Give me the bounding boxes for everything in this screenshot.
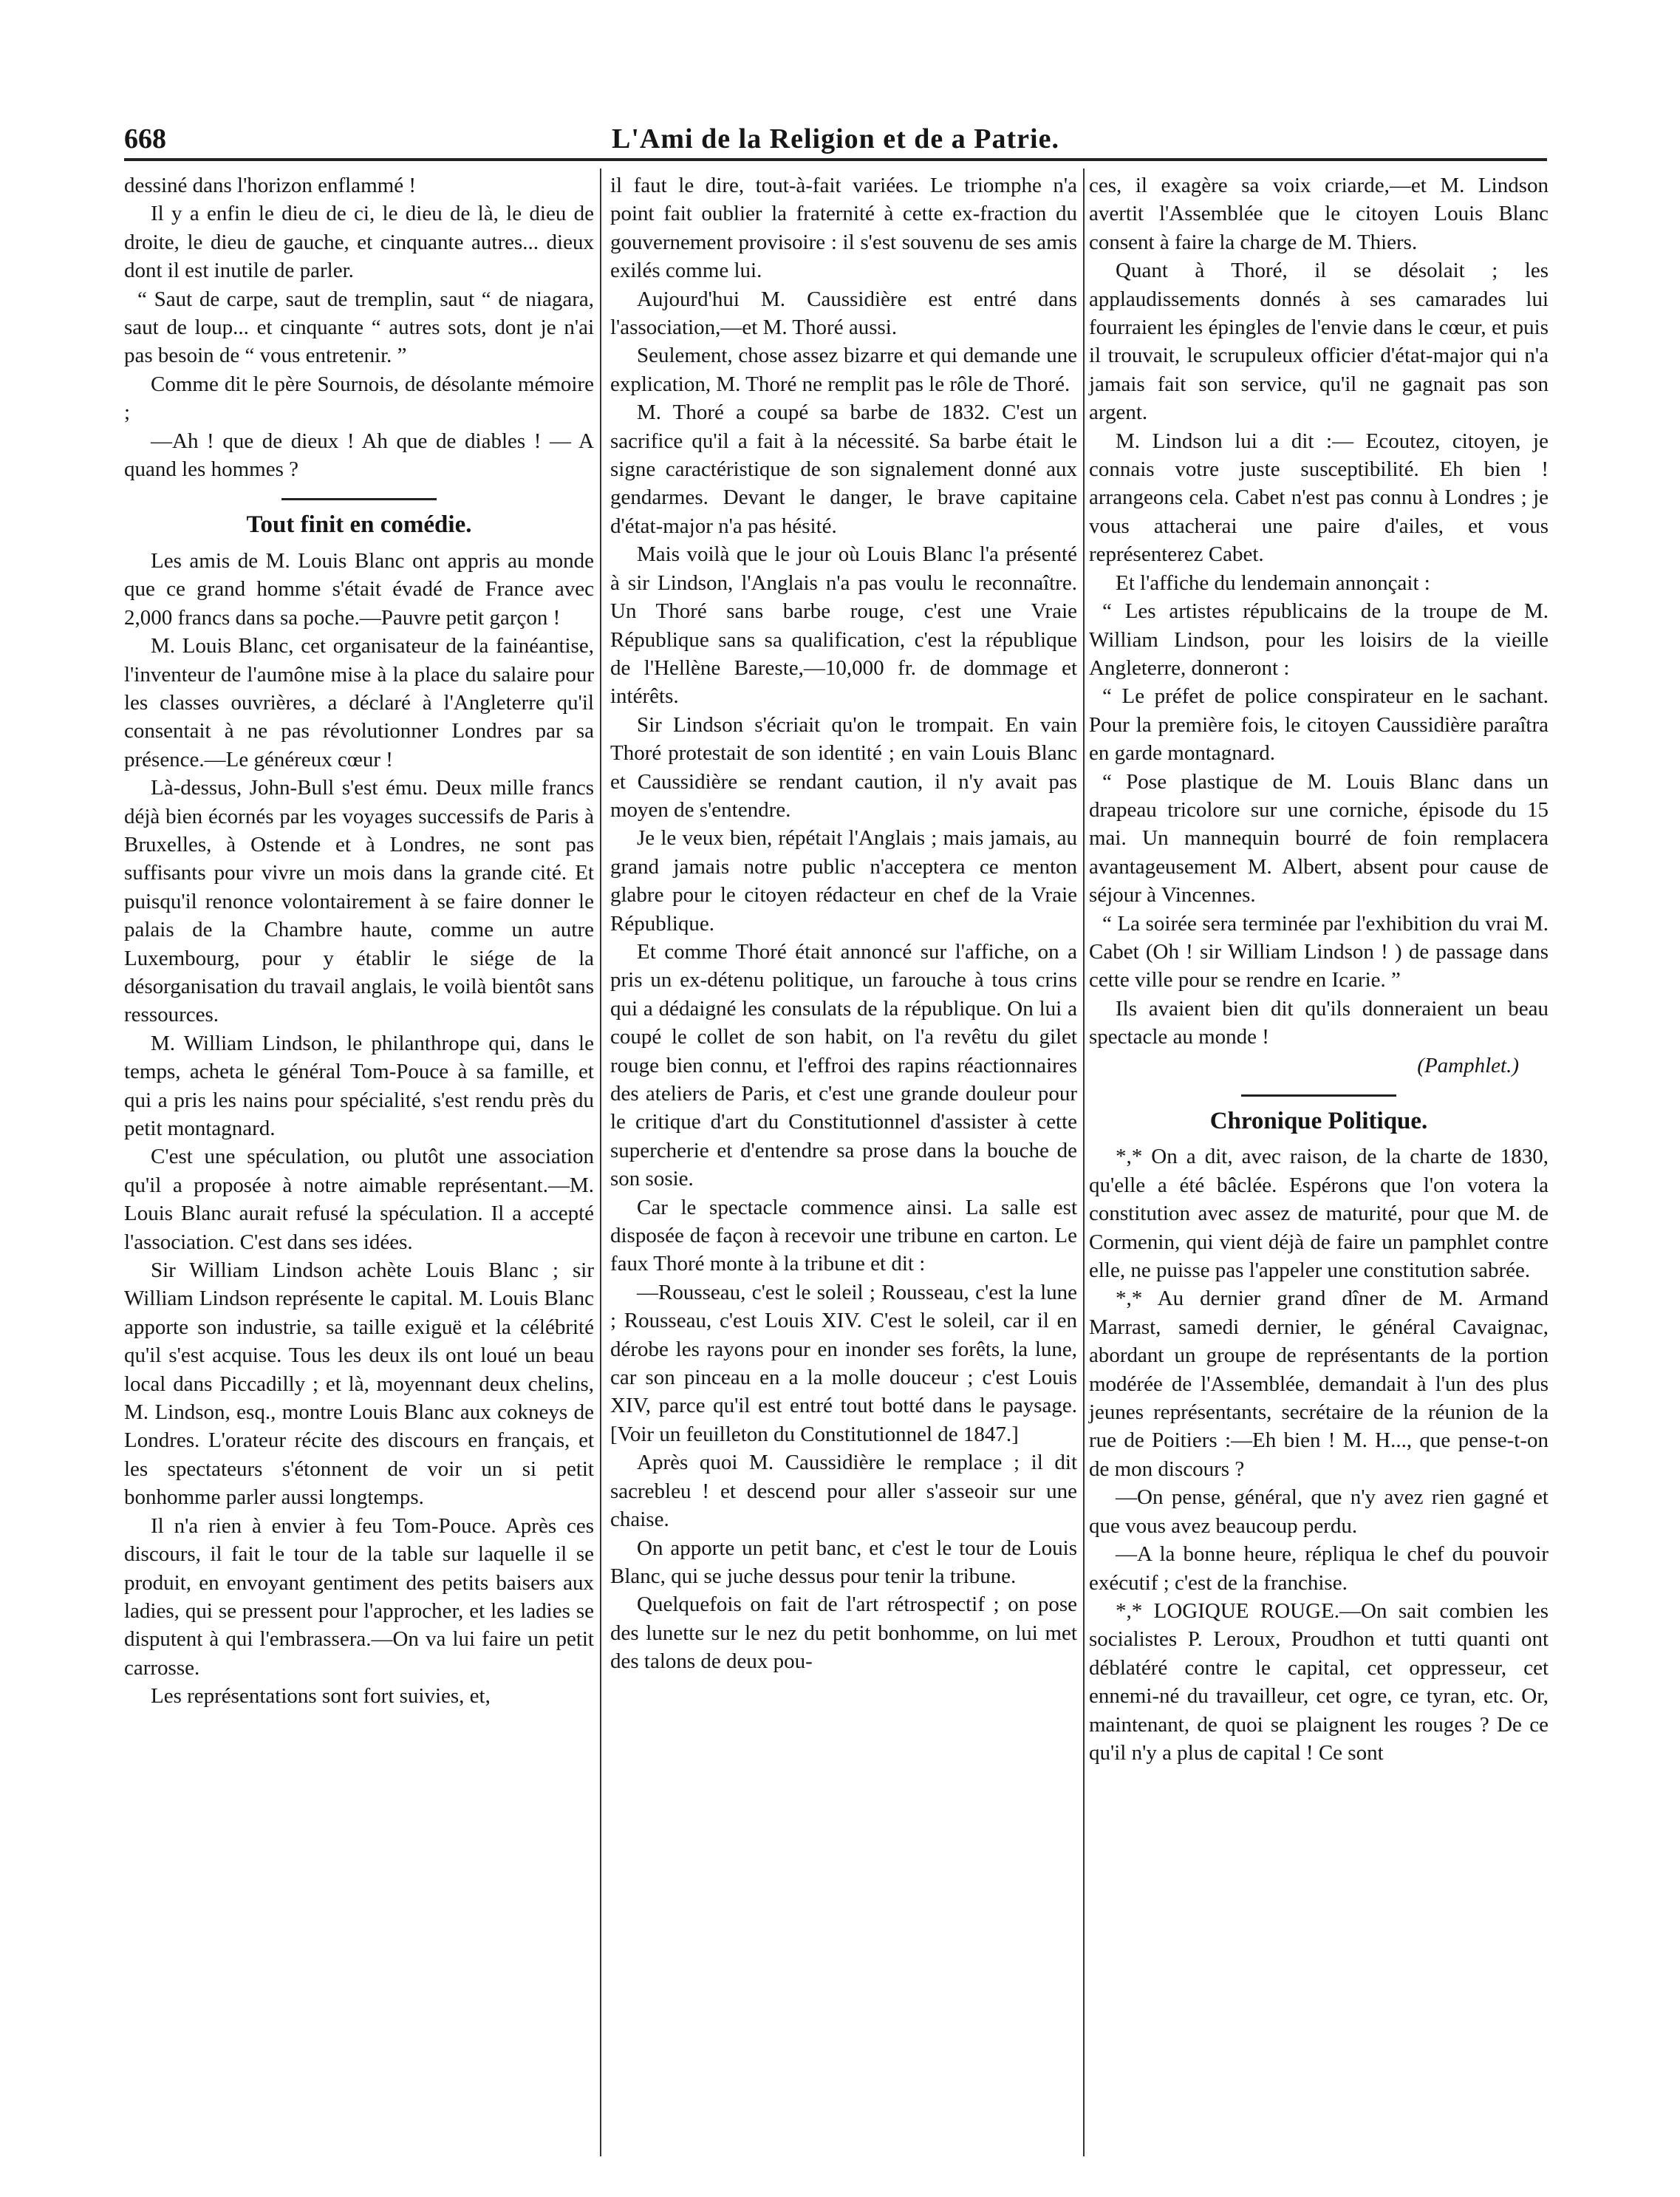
paragraph: Quelquefois on fait de l'art rétrospectif ; on pose des lunette sur le nez du petit bonhomme, on lui met des talons de deux pou- (610, 1593, 1077, 1674)
quote-paragraph: “ Pose plastique de M. Louis Blanc dans un drapeau tricolore sur une corniche, épisode du 15 mai. Un mannequin bourré de foin remplacera avantageusement M. Albert, absent pour cause de séjour à Vincennes. (1089, 769, 1548, 907)
quote-paragraph: “ Saut de carpe, saut de tremplin, saut “ de niagara, saut de loup... et cinquante “ autres sots, dont je n'ai pas besoin de “ vous entretenir. ” (124, 287, 594, 368)
paragraph: Sir William Lindson achète Louis Blanc ; sir William Lindson représente le capital. M. Louis Blanc apporte son industrie, sa taille exiguë et la célébrité qu'il s'est acquise. Tous les deux ils ont loué un beau local dans Piccadilly ; et là, moyennant deux chelins, M. Lindson, esq., montre Louis Blanc aux cokneys de Londres. L'orateur récite des discours en français, et les spectateurs s'étonnent de voir un si petit bonhomme parler aussi longtemps. (124, 1258, 594, 1510)
section-separator (1241, 1094, 1396, 1097)
paragraph: Car le spectacle commence ainsi. La salle est disposée de façon à recevoir une tribune en carton. Le faux Thoré monte à la tribune et dit : (610, 1195, 1077, 1276)
paragraph: Comme dit le père Sournois, de désolante mémoire ; (124, 372, 594, 425)
paragraph: On apporte un petit banc, et c'est le tour de Louis Blanc, qui se juche dessus pour tenir la tribune. (610, 1536, 1077, 1588)
paragraph: M. William Lindson, le philanthrope qui, dans le temps, acheta le général Tom-Pouce à sa famille, et qui a pris les nains pour spécialité, s'est rendu près du petit montagnard. (124, 1031, 594, 1140)
column-divider (600, 168, 601, 2156)
paragraph: Quant à Thoré, il se désolait ; les applaudissements donnés à ses camarades lui fourraient les épingles de l'envie dans le cœur, et puis il trouvait, le scrupuleux officier d'état-major qui n'a jamais fait son service, qu'il ne gagnait pas son argent. (1089, 259, 1548, 425)
paragraph: Et l'affiche du lendemain annonçait : (1116, 570, 1430, 595)
paragraph: Je le veux bien, répétait l'Anglais ; mais jamais, au grand jamais notre public n'acceptera ce menton glabre pour le citoyen rédacteur en chef de la Vraie République. (610, 826, 1077, 936)
paragraph: —A la bonne heure, répliqua le chef du pouvoir exécutif ; c'est de la franchise. (1089, 1542, 1548, 1595)
column-3 (1089, 171, 1548, 1767)
paragraph: Là-dessus, John-Bull s'est ému. Deux mille francs déjà bien écornés par les voyages successifs de Paris à Bruxelles, à Ostende et à Londres, ne sont pas suffisants pour vivre un mois dans la grande cité. Et puisqu'il renonce volontairement à se faire donner le palais de la Chambre haute, comme un autre Luxembourg, pour y établir le siége de la désorganisation du travail anglais, le voilà bientôt sans ressources. (124, 776, 594, 1027)
paragraph: Aujourd'hui M. Caussidière est entré dans l'association,—et M. Thoré aussi. (610, 287, 1077, 340)
header-rule (124, 158, 1547, 161)
paragraph: M. Lindson lui a dit :— Ecoutez, citoyen, je connais votre juste susceptibilité. Eh bien ! arrangeons cela. Cabet n'est pas connu à Londres ; je vous attacherai une paire d'ailes, et vous représenterez Cabet. (1089, 429, 1548, 567)
source-signature: (Pamphlet.) (1417, 1053, 1519, 1077)
section-separator (281, 498, 437, 500)
paragraph: Mais voilà que le jour où Louis Blanc l'a présenté à sir Lindson, l'Anglais n'a pas voulu le reconnaître. Un Thoré sans barbe rouge, c'est une Vraie République sans sa qualification, c'est la république de l'Hellène Bareste,—10,000 fr. de dommage et intérêts. (610, 542, 1077, 709)
paragraph: Ils avaient bien dit qu'ils donneraient un beau spectacle au monde ! (1089, 996, 1548, 1049)
column-2 (610, 171, 1077, 1676)
page-header (124, 117, 1547, 161)
paragraph: Il n'a rien à envier à feu Tom-Pouce. Après ces discours, il fait le tour de la table sur laquelle il se produit, en envoyant gentiment des petits baisers aux ladies, qui se pressent pour l'approcher, et les ladies se disputent à qui l'embrassera.—On va lui faire un petit carrosse. (124, 1513, 594, 1680)
quote-paragraph: “ La soirée sera terminée par l'exhibition du vrai M. Cabet (Oh ! sir William Lindson ! ) de passage dans cette ville pour se rendre en Icarie. ” (1089, 911, 1548, 992)
column-divider (1083, 168, 1085, 2156)
quote-paragraph: “ Le préfet de police conspirateur en le sachant. Pour la première fois, le citoyen Caussidière paraîtra en garde montagnard. (1089, 684, 1548, 766)
paragraph: dessiné dans l'horizon enflammé ! (124, 174, 416, 197)
paragraph: C'est une spéculation, ou plutôt une association qu'il a proposée à notre aimable représentant.—M. Louis Blanc aurait refusé la spéculation. Il a accepté l'association. C'est dans ses idées. (124, 1145, 594, 1254)
section-heading: Chronique Politique. (1209, 1108, 1428, 1134)
paragraph: ces, il exagère sa voix criarde,—et M. Lindson avertit l'Assemblée que le citoyen Louis Blanc consent à faire la charge de M. Thiers. (1089, 174, 1548, 254)
paragraph: il faut le dire, tout-à-fait variées. Le triomphe n'a point fait oublier la fraternité à cette ex-fraction du gouvernement provisoire : il s'est souvenu de ses amis exilés comme lui. (610, 174, 1077, 283)
column-1 (124, 171, 594, 1711)
paragraph: *,* LOGIQUE ROUGE.—On sait combien les socialistes P. Leroux, Proudhon et tutti quanti ont déblatéré contre le capital, cet oppresseur, cet ennemi-né du travailleur, cet ogre, ce tyran, etc. Or, maintenant, de quoi se plaignent les rouges ? De ce qu'il n'y a plus de capital ! Ce sont (1089, 1598, 1548, 1765)
paragraph: —On pense, général, que n'y avez rien gagné et que vous avez beaucoup perdu. (1089, 1485, 1548, 1538)
paragraph: M. Thoré a coupé sa barbe de 1832. C'est un sacrifice qu'il a fait à la nécessité. Sa barbe était le signe caractéristique de son signalement donné aux gendarmes. Devant le danger, le brave capitaine d'état-major n'a pas hésité. (610, 401, 1077, 538)
paragraph: Après quoi M. Caussidière le remplace ; il dit sacrebleu ! et descend pour aller s'asseoir sur une chaise. (610, 1451, 1077, 1532)
paragraph: Sir Lindson s'écriait qu'on le trompait. En vain Thoré protestait de son identité ; en vain Louis Blanc et Caussidière se rendant caution, il n'y avait pas moyen de s'entendre. (610, 712, 1077, 822)
paragraph: Seulement, chose assez bizarre et qui demande une explication, M. Thoré ne remplit pas le rôle de Thoré. (610, 344, 1077, 396)
page-number: 668 (124, 123, 166, 154)
paragraph: Les représentations sont fort suivies, et, (151, 1684, 491, 1709)
paragraph: M. Louis Blanc, cet organisateur de la fainéantise, l'inventeur de l'aumône mise à la place du salaire pour les classes ouvrières, a déclaré à l'Angleterre qu'il consentait à ne pas révolutionner Londres par sa présence.—Le généreux cœur ! (124, 634, 594, 771)
paragraph: *,* Au dernier grand dîner de M. Armand Marrast, samedi dernier, le général Cavaignac, abordant un groupe de représentants de la portion modérée de l'Assemblée, demandait à l'un des plus jeunes représentants, secrétaire de la réunion de la rue de Poitiers :—Eh bien ! M. H..., que pense-t-on de mon discours ? (1089, 1287, 1548, 1481)
article-heading: Tout finit en comédie. (246, 511, 472, 539)
publication-title: L'Ami de la Religion et de a Patrie. (612, 123, 1059, 154)
paragraph: —Ah ! que de dieux ! Ah que de diables ! — A quand les hommes ? (124, 429, 594, 482)
paragraph: Et comme Thoré était annoncé sur l'affiche, on a pris un ex-détenu politique, un farouche à tous crins qui a dédaigné les consulats de la république. On lui a coupé le collet de son habit, on l'a revêtu du gilet rouge bien connu, et l'effroi des rapins réactionnaires des ateliers de Paris, et c'est une grande douleur pour le critique d'art du Constitutionnel d'assister à cette supercherie et d'entendre sa prose dans la bouche de son sosie. (610, 939, 1077, 1191)
paragraph: *,* On a dit, avec raison, de la charte de 1830, qu'elle a été bâclée. Espérons que l'on votera la constitution avec assez de maturité, pour que M. de Cormenin, qui vient déjà de faire un pamphlet contre elle, ne puisse pas l'appeler une constitution sabrée. (1089, 1145, 1548, 1283)
paragraph: Les amis de M. Louis Blanc ont appris au monde que ce grand homme s'était évadé de France avec 2,000 francs dans sa poche.—Pauvre petit garçon ! (124, 548, 594, 630)
paragraph: —Rousseau, c'est le soleil ; Rousseau, c'est la lune ; Rousseau, c'est Louis XIV. C'est le soleil, car il en dérobe les rayons pour en inonder ses forêts, la lune, car son pinceau en a la molle douceur ; c'est Louis XIV, parce qu'il est entré tout botté dans le paysage. [Voir un feuilleton du Constitutionnel de 1847.] (610, 1280, 1077, 1446)
quote-paragraph: “ Les artistes républicains de la troupe de M. William Lindson, pour les loisirs de la vieille Angleterre, donneront : (1089, 599, 1548, 680)
paragraph: Il y a enfin le dieu de ci, le dieu de là, le dieu de droite, le dieu de gauche, et cinquante autres... dieux dont il est inutile de parler. (124, 202, 594, 283)
